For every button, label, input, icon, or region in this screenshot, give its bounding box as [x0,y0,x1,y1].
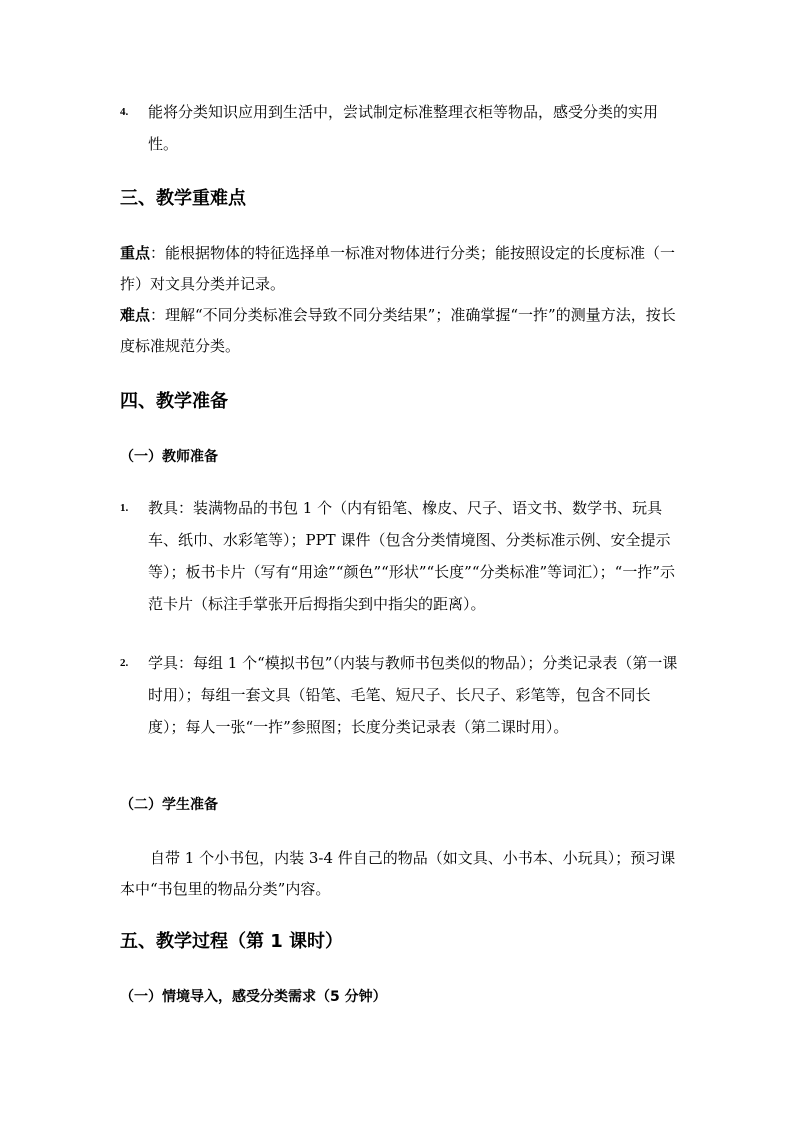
section-heading-5: 五、教学过程（第 1 课时） [120,931,344,952]
list-item-text: 教具：装满物品的书包 1 个（内有铅笔、橡皮、尺子、语文书、数学书、玩具车、纸巾、水彩笔等）；PPT 课件（包含分类情境图、分类标准示例、安全提示等）；板书卡片（写有“用途”“颜色”“形状”“长度”“分类标准”等词汇）；“一拃”示范卡片（标注手掌张开后拇指尖到中指尖的距离）。 [148,499,676,613]
key-point-paragraph [120,238,682,300]
difficult-point-label: 难点 [120,306,151,324]
student-prep-paragraph: 自带 1 个小书包，内装 3-4 件自己的物品（如文具、小书本、小玩具）；预习课本中“书包里的物品分类”内容。 [120,849,676,898]
key-point-label: 重点 [120,244,151,262]
teacher-prep-item-1 [120,492,682,620]
section-heading-3: 三、教学重难点 [120,188,246,209]
difficult-point-text: ：理解“不同分类标准会导致不同分类结果”；准确掌握“一拃”的测量方法，按长度标准规范分类。 [120,306,676,355]
process-subheading-1: （一）情境导入，感受分类需求（5 分钟） [120,989,387,1005]
list-number: 4. [120,106,129,118]
teacher-prep-item-2 [120,647,682,743]
difficult-point-paragraph [120,300,682,362]
section-heading-4: 四、教学准备 [120,391,228,412]
list-item-text: 学具：每组 1 个“模拟书包”（内装与教师书包类似的物品）；分类记录表（第一课时用）；每组一套文具（铅笔、毛笔、短尺子、长尺子、彩笔等，包含不同长度）；每人一张“一拃”参照图；长度分类记录表（第二课时用）。 [148,654,678,736]
list-item-text: 能将分类知识应用到生活中，尝试制定标准整理衣柜等物品，感受分类的实用性。 [148,103,659,153]
student-prep-heading: （二）学生准备 [120,797,218,813]
teacher-prep-heading: （一）教师准备 [120,449,218,465]
list-number: 1. [120,502,129,514]
objective-item-4 [120,96,682,160]
key-point-text: ：能根据物体的特征选择单一标准对物体进行分类；能按照设定的长度标准（一拃）对文具分类并记录。 [120,244,676,293]
list-number: 2. [120,657,129,669]
